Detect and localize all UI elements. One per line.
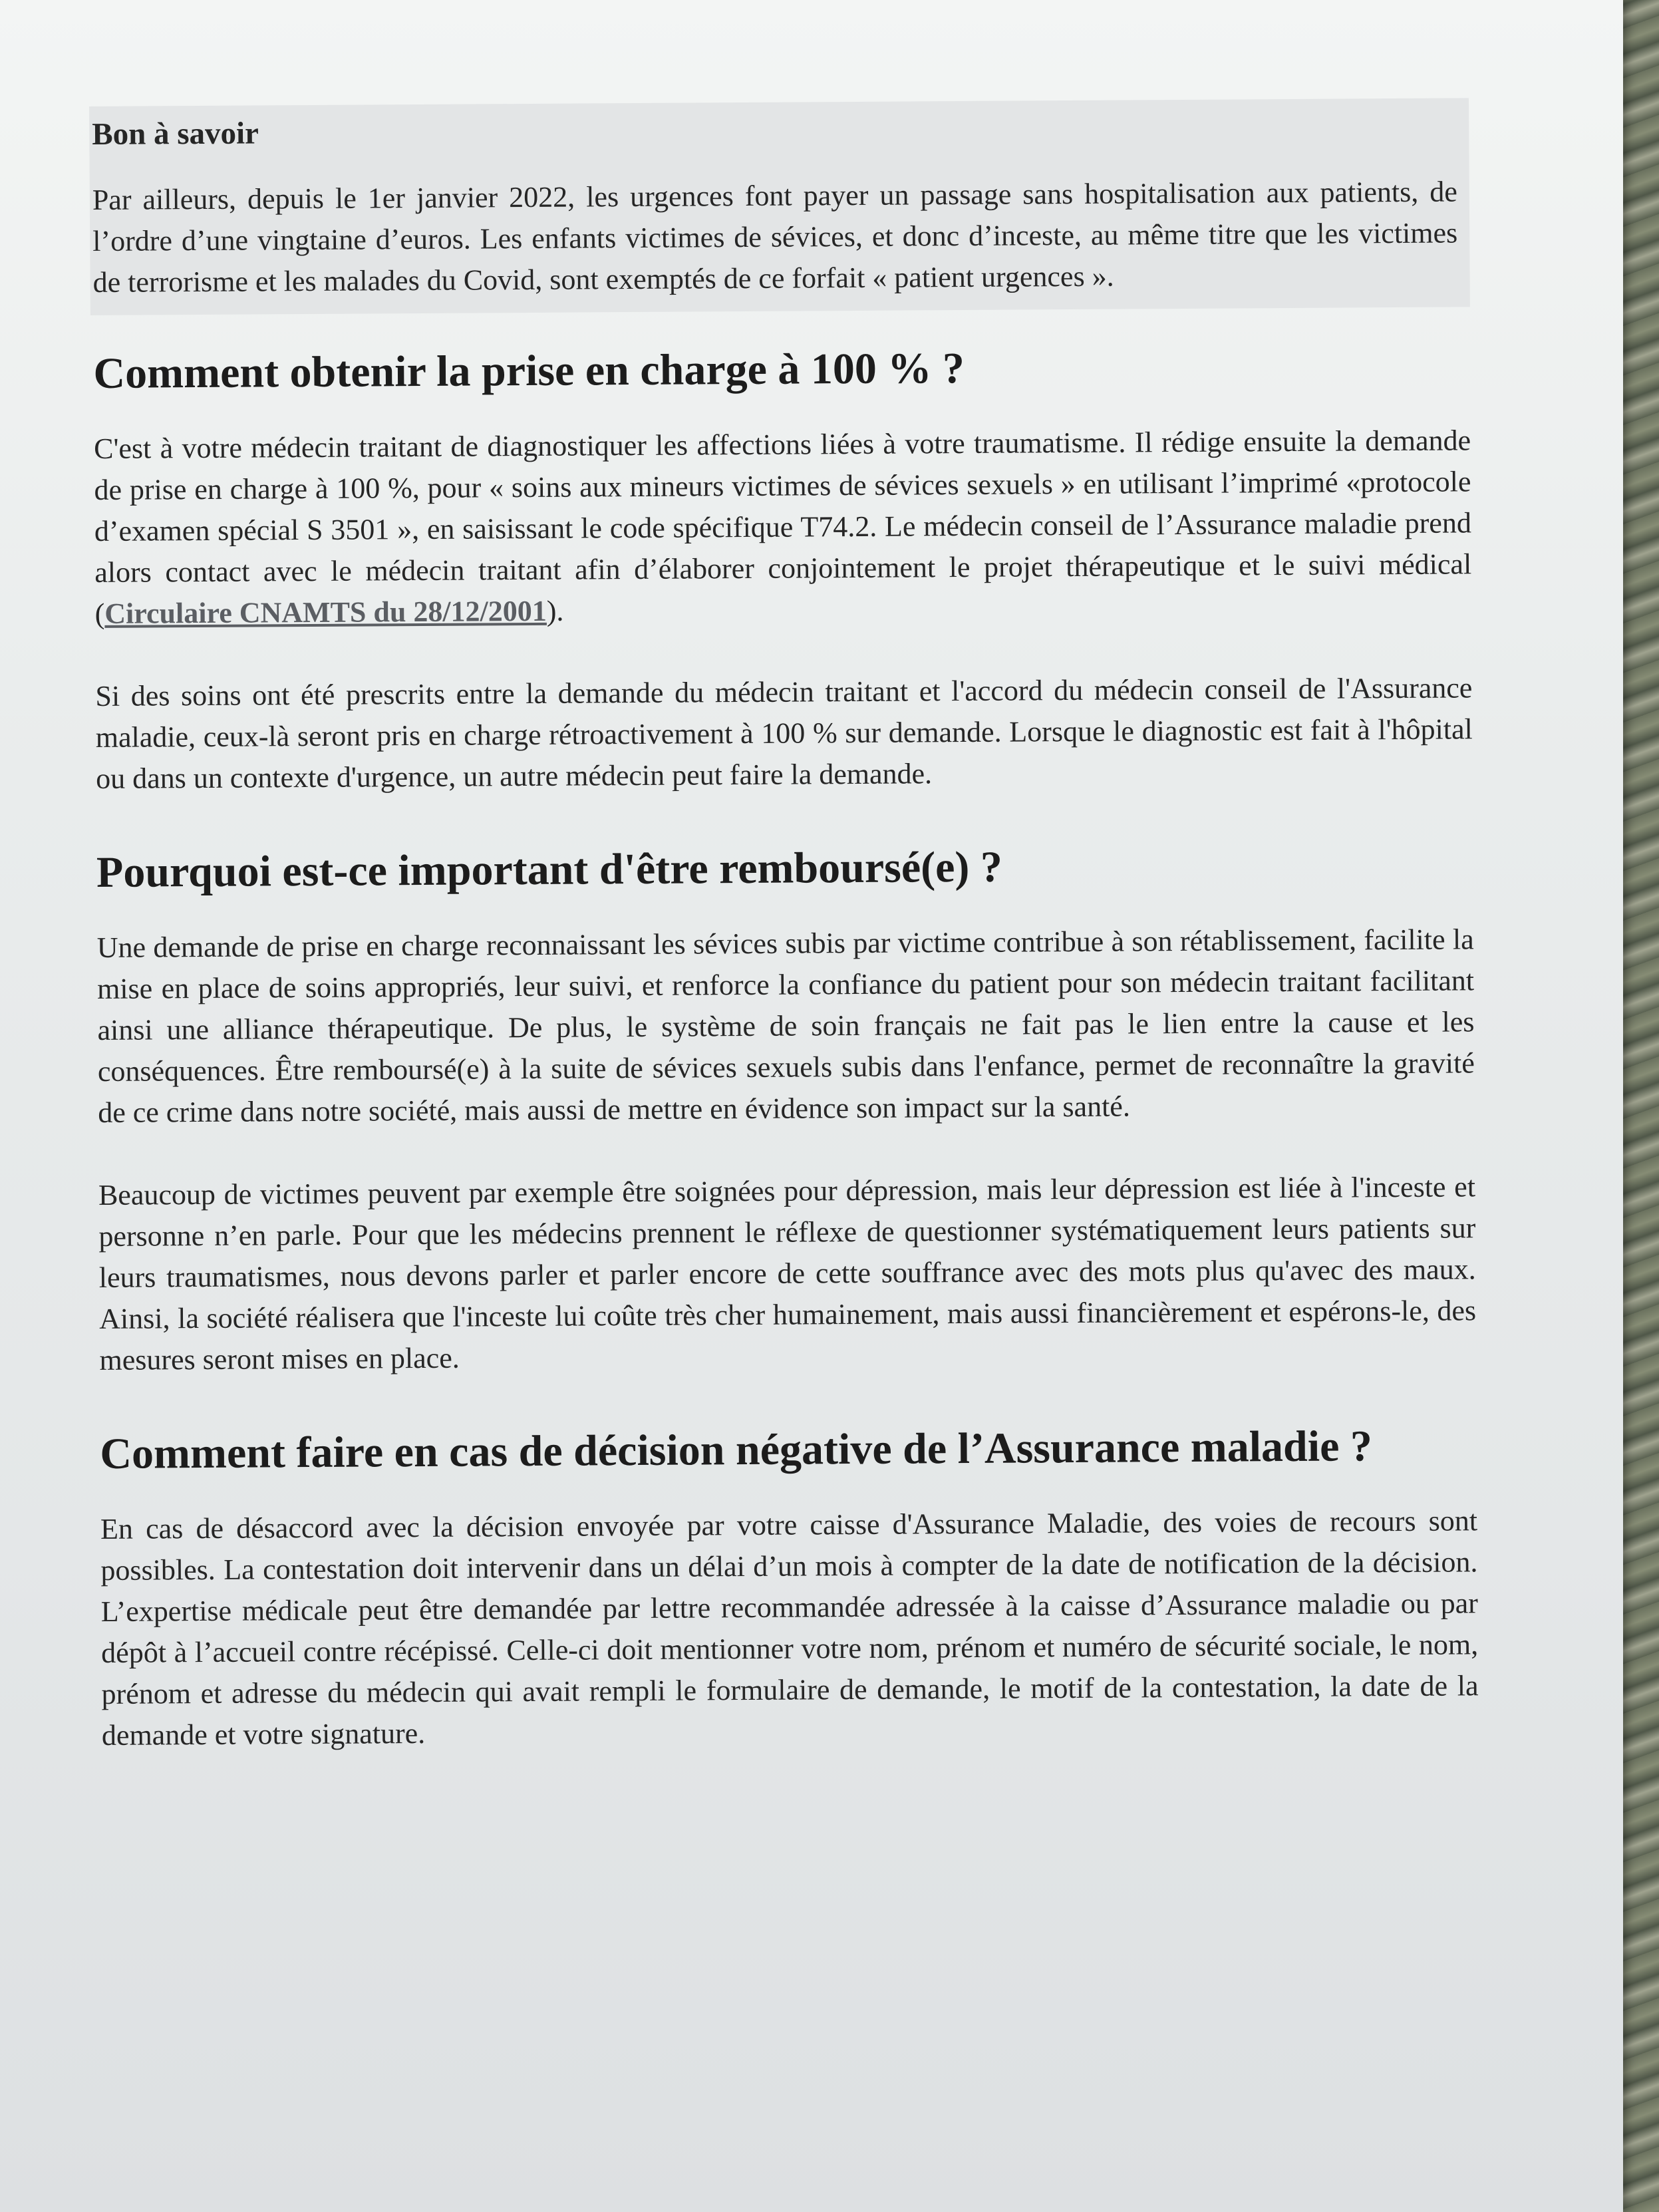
section-heading-decision-negative: Comment faire en cas de décision négative de l’Assurance maladie ? <box>100 1422 1373 1479</box>
section-heading-remboursement: Pourquoi est-ce important d'être remboursé(e) ? <box>96 843 1003 897</box>
paragraph-prise-en-charge-1 <box>94 420 1472 635</box>
paragraph-text-end: ). <box>546 595 564 628</box>
paragraph-text: C'est à votre médecin traitant de diagnostiquer les affections liées à votre traumatisme. Il rédige ensuite la demande de prise en charge à 100 %, pour « soins aux mineurs victimes de sévices sexuels » en utilisant l’imprimé «protocole d’examen spécial S 3501 », en saisissant le code spécifique T74.2. Le médecin conseil de l’Assurance maladie prend alors contact avec le médecin traitant afin d’élaborer conjointement le projet thérapeutique et le suivi médical ( <box>93 424 1472 631</box>
paragraph-decision-negative: En cas de désaccord avec la décision envoyée par votre caisse d'Assurance Maladie, des voies de recours sont possibles. La contestation doit intervenir dans un délai d’un mois à compter de la date de notification de la décision. L’expertise médicale peut être demandée par lettre recommandée adressée à la caisse d’Assurance maladie ou par dépôt à l’accueil contre récépissé. Celle-ci doit mentionner votre nom, prénom et numéro de sécurité sociale, le nom, prénom et adresse du médecin qui avait rempli le formulaire de demande, le motif de la contestation, la date de la demande et votre signature. <box>100 1504 1479 1752</box>
callout-title: Bon à savoir <box>92 116 259 152</box>
section-heading-prise-en-charge: Comment obtenir la prise en charge à 100 % ? <box>93 344 965 398</box>
paragraph-prise-en-charge-2: Si des soins ont été prescrits entre la demande du médecin traitant et l'accord du médecin conseil de l'Assurance maladie, ceux-là seront pris en charge rétroactivement à 100 % sur demande. Lorsque le diagnostic est fait à l'hôpital ou dans un contexte d'urgence, un autre médecin peut faire la demande. <box>95 671 1473 796</box>
callout-text: Par ailleurs, depuis le 1er janvier 2022, les urgences font payer un passage sans hospitalisation aux patients, de l’ordre d’une vingtaine d’euros. Les enfants victimes de sévices, et donc d’inceste, au même titre que les victimes de terrorisme et les malades du Covid, sont exemptés de ce forfait « patient urgences ». <box>92 175 1458 299</box>
info-callout <box>89 98 1470 315</box>
paragraph-remboursement-1: Une demande de prise en charge reconnaissant les sévices subis par victime contribue à son rétablissement, facilite la mise en place de soins appropriés, leur suivi, et renforce la confiance du patient pour son médecin traitant facilitant ainsi une alliance thérapeutique. De plus, le système de soin français ne fait pas le lien entre la cause et les conséquences. Être remboursé(e) à la suite de sévices sexuels subis dans l'enfance, permet de reconnaître la gravité de ce crime dans notre société, mais aussi de mettre en évidence son impact sur la santé. <box>96 923 1475 1130</box>
document-content <box>92 98 1479 1798</box>
paragraph-remboursement-2: Beaucoup de victimes peuvent par exemple être soignées pour dépression, mais leur dépression est liée à l'inceste et personne n’en parle. Pour que les médecins prennent le réflexe de questionner systématiquement leurs patients sur leurs traumatismes, nous devons parler et parler encore de cette souffrance avec des mots plus qu'avec des maux. Ainsi, la société réalisera que l'inceste lui coûte très cher humainement, mais aussi financièrement et espérons-le, des mesures seront mises en place. <box>98 1170 1477 1377</box>
circulaire-link[interactable]: Circulaire CNAMTS du 28/12/2001 <box>104 595 547 631</box>
